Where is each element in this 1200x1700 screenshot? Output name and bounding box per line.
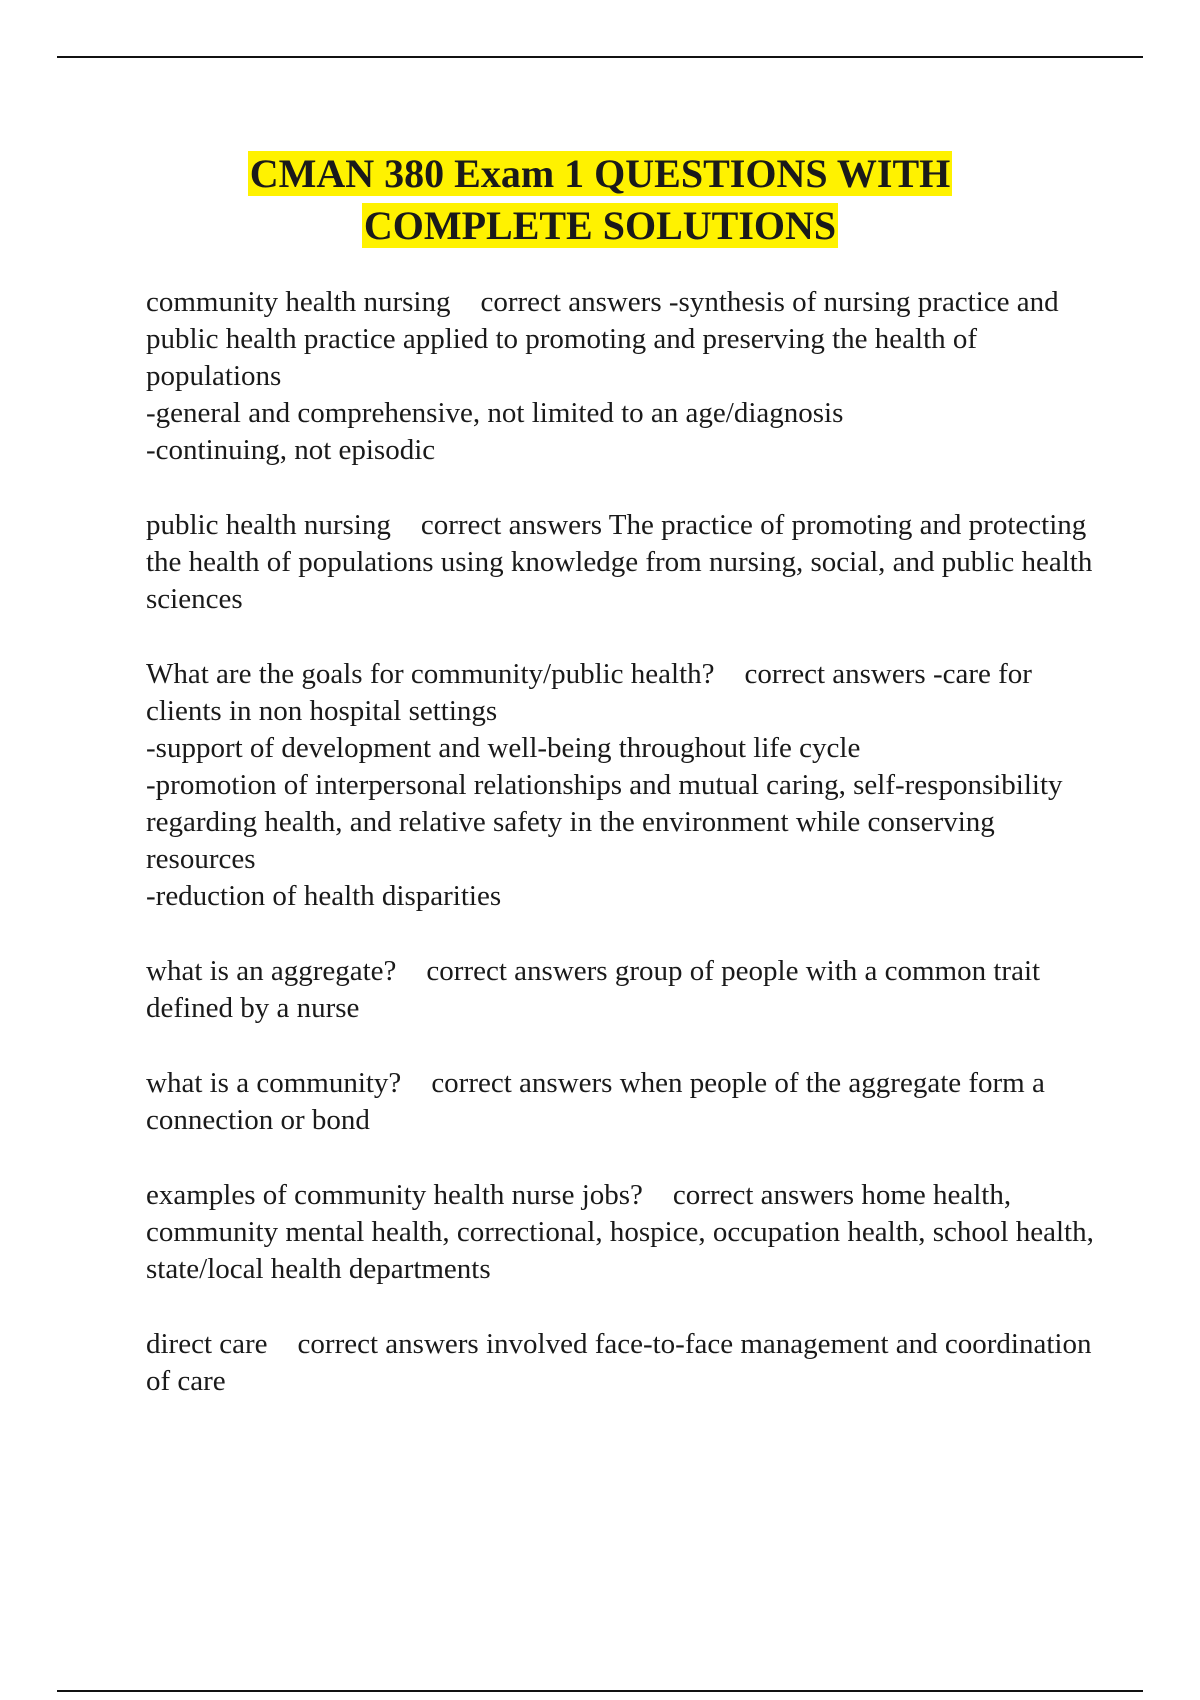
question-text: examples of community health nurse jobs? <box>146 1179 643 1211</box>
answer-text: involved face-to-face management and coordination of care <box>146 1328 1092 1397</box>
answer-text: -synthesis of nursing practice and public health practice applied to promoting and preserving the health of populations <box>146 286 1059 392</box>
answer-line: -promotion of interpersonal relationships and mutual caring, self-responsibility regarding health, and relative safety in the environment while conserving resources <box>146 769 1063 875</box>
question-text: What are the goals for community/public health? <box>146 658 715 690</box>
answer-line: -support of development and well-being throughout life cycle <box>146 732 861 764</box>
answer-text: The practice of promoting and protecting the health of populations using knowledge from nursing, social, and public health sciences <box>146 509 1093 615</box>
answer-label: correct answers <box>431 1067 613 1099</box>
answer-label: correct answers <box>480 286 662 318</box>
title-line-2: COMPLETE SOLUTIONS <box>363 203 837 248</box>
footer-rule <box>57 1690 1143 1692</box>
answer-line: -continuing, not episodic <box>146 434 436 466</box>
qa-list <box>146 284 1096 1400</box>
answer-line: -general and comprehensive, not limited to an age/diagnosis <box>146 397 844 429</box>
qa-entry <box>146 953 1096 1027</box>
document-title <box>0 148 1200 252</box>
answer-label: correct answers <box>426 955 608 987</box>
question-text: public health nursing <box>146 509 391 541</box>
qa-entry <box>146 1326 1096 1400</box>
question-text: what is a community? <box>146 1067 402 1099</box>
answer-text: home health, community mental health, correctional, hospice, occupation health, school health, state/local health departments <box>146 1179 1094 1285</box>
answer-text: group of people with a common trait defined by a nurse <box>146 955 1041 1024</box>
answer-text: -care for clients in non hospital settings <box>146 658 1032 727</box>
answer-label: correct answers <box>420 509 602 541</box>
question-text: what is an aggregate? <box>146 955 397 987</box>
answer-line: -reduction of health disparities <box>146 880 502 912</box>
header-rule <box>57 56 1143 58</box>
question-text: direct care <box>146 1328 268 1360</box>
qa-entry <box>146 507 1096 618</box>
answer-label: correct answers <box>297 1328 479 1360</box>
title-line-1: CMAN 380 Exam 1 QUESTIONS WITH <box>249 151 951 196</box>
answer-text: when people of the aggregate form a connection or bond <box>146 1067 1045 1136</box>
qa-entry <box>146 1065 1096 1139</box>
qa-entry <box>146 284 1096 469</box>
qa-entry <box>146 656 1096 915</box>
question-text: community health nursing <box>146 286 451 318</box>
answer-label: correct answers <box>672 1179 855 1211</box>
qa-entry <box>146 1177 1096 1288</box>
answer-label: correct answers <box>744 658 926 690</box>
